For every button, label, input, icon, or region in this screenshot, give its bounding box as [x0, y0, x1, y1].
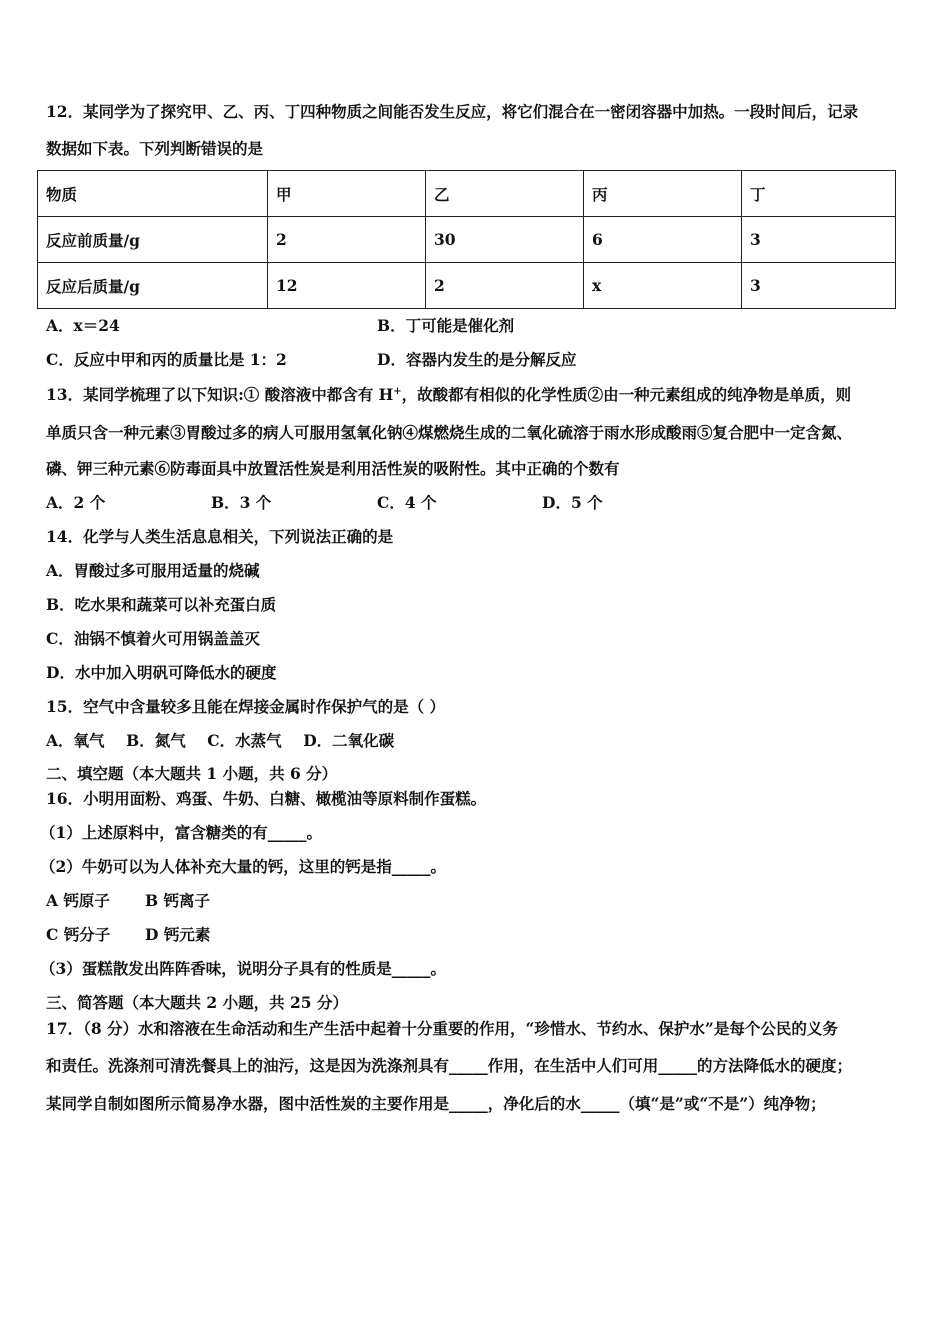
q16-option-c: C 钙分子 — [46, 925, 111, 944]
q13-line1-before: 13．某同学梳理了以下知识:① 酸溶液中都含有 H — [46, 385, 394, 404]
q13-stem-line3: 磷、钾三种元素⑥防毒面具中放置活性炭是利用活性炭的吸附性。其中正确的个数有 — [46, 459, 620, 478]
q13-stem-line1 — [46, 384, 851, 406]
table-row — [38, 263, 896, 309]
q16-part3: （3）蛋糕散发出阵阵香味，说明分子具有的性质是_____。 — [40, 959, 447, 978]
q13-option-a: A．2 个 — [46, 493, 106, 512]
q12-data-table — [37, 170, 896, 309]
table-cell: 12 — [268, 263, 426, 309]
table-row — [38, 217, 896, 263]
table-cell: 3 — [742, 217, 896, 263]
section2-heading: 二、填空题（本大题共 1 小题，共 6 分） — [46, 764, 338, 783]
q13-option-b: B．3 个 — [211, 493, 272, 512]
q17-line3: 某同学自制如图所示简易净水器，图中活性炭的主要作用是_____，净化后的水_____（填“是”或“不是”）纯净物； — [46, 1094, 826, 1113]
q16-part2: （2）牛奶可以为人体补充大量的钙，这里的钙是指_____。 — [40, 857, 447, 876]
q13-line1-after: ，故酸都有相似的化学性质②由一种元素组成的纯净物是单质，则 — [401, 385, 852, 404]
table-cell: 30 — [426, 217, 584, 263]
table-cell: x — [584, 263, 742, 309]
q14-option-c: C．油锅不慎着火可用锅盖盖灭 — [46, 629, 260, 648]
q14-option-d: D．水中加入明矾可降低水的硬度 — [46, 663, 277, 682]
q13-option-c: C．4 个 — [377, 493, 437, 512]
table-header-cell: 乙 — [426, 171, 584, 217]
q12-option-a: A．x＝24 — [46, 316, 120, 335]
table-cell: 6 — [584, 217, 742, 263]
table-header-cell: 丁 — [742, 171, 896, 217]
q13-superscript: + — [393, 385, 402, 397]
q12-option-d: D．容器内发生的是分解反应 — [377, 350, 577, 369]
q16-option-b: B 钙离子 — [145, 891, 210, 910]
q12-option-b: B．丁可能是催化剂 — [377, 316, 515, 335]
table-header-row — [38, 171, 896, 217]
table-header-cell: 甲 — [268, 171, 426, 217]
table-header-cell: 物质 — [38, 171, 268, 217]
q14-option-b: B．吃水果和蔬菜可以补充蛋白质 — [46, 595, 277, 614]
q15-stem: 15．空气中含量较多且能在焊接金属时作保护气的是（ ） — [46, 697, 445, 716]
q16-stem: 16．小明用面粉、鸡蛋、牛奶、白糖、橄榄油等原料制作蛋糕。 — [46, 789, 487, 808]
q12-stem-line2: 数据如下表。下列判断错误的是 — [46, 139, 264, 158]
q14-stem: 14．化学与人类生活息息相关，下列说法正确的是 — [46, 527, 394, 546]
q16-part1: （1）上述原料中，富含糖类的有_____。 — [40, 823, 323, 842]
q16-option-d: D 钙元素 — [145, 925, 211, 944]
q14-option-a: A．胃酸过多可服用适量的烧碱 — [46, 561, 260, 580]
q12-stem-line1: 12．某同学为了探究甲、乙、丙、丁四种物质之间能否发生反应，将它们混合在一密闭容器中加热。一段时间后，记录 — [46, 102, 859, 121]
q16-option-a: A 钙原子 — [46, 891, 110, 910]
q12-option-c: C．反应中甲和丙的质量比是 1：2 — [46, 350, 287, 369]
q17-line2: 和责任。洗涤剂可清洗餐具上的油污，这是因为洗涤剂具有_____作用，在生活中人们可用_____的方法降低水的硬度； — [46, 1056, 853, 1075]
table-cell: 2 — [426, 263, 584, 309]
section3-heading: 三、简答题（本大题共 2 小题，共 25 分） — [46, 993, 348, 1012]
q13-option-d: D．5 个 — [542, 493, 603, 512]
q15-options: A．氧气 B．氮气 C．水蒸气 D．二氧化碳 — [46, 731, 395, 750]
table-cell: 反应前质量/g — [38, 217, 268, 263]
table-cell: 3 — [742, 263, 896, 309]
q17-line1: 17．（8 分）水和溶液在生命活动和生产生活中起着十分重要的作用，“珍惜水、节约水、保护水”是每个公民的义务 — [46, 1019, 838, 1038]
q13-stem-line2: 单质只含一种元素③胃酸过多的病人可服用氢氧化钠④煤燃烧生成的二氧化硫溶于雨水形成酸雨⑤复合肥中一定含氮、 — [46, 423, 853, 442]
table-cell: 反应后质量/g — [38, 263, 268, 309]
table-header-cell: 丙 — [584, 171, 742, 217]
table-cell: 2 — [268, 217, 426, 263]
